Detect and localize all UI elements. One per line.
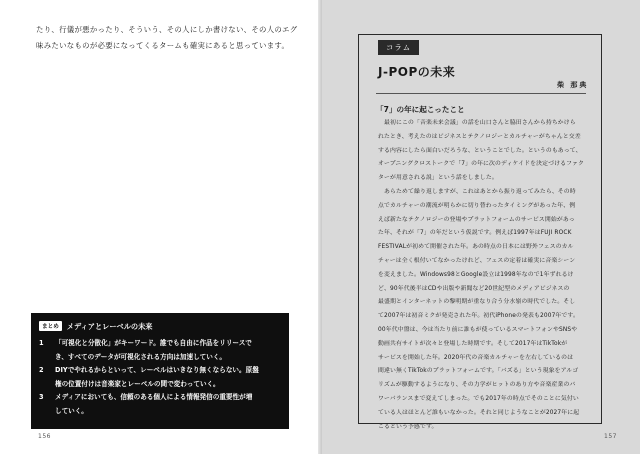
summary-item-text [55,391,252,418]
body-line: リズムが駆動するようになり、その力学がヒットのあり方や音楽産業のパ [378,382,576,389]
body-line: 間違い無くTikTokのプラットフォームです。「バズる」という現象をアルゴ [378,368,579,375]
title-divider [376,93,586,94]
page-number-left: 156 [38,433,51,440]
summary-item-line: メディアにおいても、信頼のある個人による情報発信の重要性が増 [55,393,253,402]
body-line: ワーバランスまで変えてしまった。でも2017年の時点でそのことに気付い [378,395,579,402]
body-line: オープニングクロストークで「7」の年に次のディケイドを決定づけるファク [378,161,584,168]
column-author: 柴 那典 [557,81,589,89]
body-line: チャーは全く根付いてなかったけれど、フェスの定着は確実に音楽シーン [378,257,576,264]
body-line: あらためて繰り返しますが、これはあとから振り返ってみたら、その時 [378,188,576,195]
body-line: ターが用意される説」という話をしました。 [378,175,498,182]
body-line: ている人はほとんど誰もいなかった。それと同じようなことが2027年に起 [378,409,580,416]
book-gutter [318,0,322,454]
body-line: する内容にしたら面白いだろうな、ということでした。というのもあって、 [378,147,582,154]
body-line: 点でカルチャーの潮流が明らかに切り替わったタイミングがあった年、例 [378,202,576,209]
summary-item-number: 3 [39,393,44,402]
summary-item-line: していく。 [55,406,88,415]
body-line: サービスを開始した年。2020年代の音楽カルチャーを左右しているのは [378,354,574,361]
body-line: えば新たなテクノロジーの登場やプラットフォームのサービス開始があっ [378,216,575,223]
body-line: 00年代中盤は、今は当たり前に誰もが使っているスマートフォンやSNSや [378,326,578,333]
summary-item-line: DIYでやれるからといって、レーベルはいきなり無くならない。原盤 [55,366,259,375]
column-body [378,117,590,434]
summary-item [39,337,283,364]
summary-item-line: 「可視化と分散化」がキーワード。誰でも自由に作品をリリースで [55,339,252,347]
column-title: J-POPの未来 [378,65,456,79]
body-line: 最盛期とインターネットの黎明期が重なり合う分水嶺の時代でした。そし [378,299,576,306]
summary-item [39,364,283,391]
body-line: 最初にこの「音楽未来会議」の話を山口さんと脇田さんから持ちかけら [378,120,576,126]
section-heading: 「7」の年に起こったこと [376,105,465,114]
summary-item-line: 権の位置付けは音楽家とレーベルの間で変わっていく。 [55,379,220,388]
body-line: て2007年は初音ミクが発売された年。初代iPhoneの発表も2007年です。 [378,313,579,320]
summary-item-line: き、すべてのデータが可視化される方向は加速していく。 [55,352,226,361]
body-line: 動画共有サイトが次々と登場した時期です。そして2017年はTikTokが [378,340,568,347]
column-tag: コラム [378,40,419,55]
summary-item-text [55,364,259,391]
summary-tag: まとめ [39,321,62,331]
summary-item-number: 1 [39,339,44,347]
intro-paragraph [36,22,298,54]
summary-header [39,321,152,332]
body-line: ど、90年代後半はCDや出版や新聞など20世紀型のメディアビジネスの [378,285,570,292]
body-line: た年、それが「7」の年だという仮説です。例えば1997年はFUJI ROCK [378,230,572,237]
summary-item-number: 2 [39,366,44,375]
intro-line: 味みたいなものが必要になってくるタームも確実にあると思っています。 [36,41,290,50]
summary-item [39,391,283,418]
intro-line: たり、行儀が悪かったり、そういう、その人にしか書けない、その人のエグ [36,25,298,34]
summary-title: メディアとレーベルの未来 [66,322,153,331]
summary-item-text [55,337,252,364]
body-line: こるという予感です。 [378,423,438,430]
body-line: FESTIVALが初めて開催された年。あの時点の日本には野外フェスのカル [378,244,574,251]
summary-box [31,313,289,429]
summary-list [39,337,283,419]
body-line: れたとき、考えたのはビジネスとテクノロジーとカルチャーがちゃんと交差 [378,133,581,140]
page-number-right: 157 [604,433,617,440]
body-line: を変えました。Windows98とGoogle設立は1998年なので1年ずれるけ [378,271,574,278]
